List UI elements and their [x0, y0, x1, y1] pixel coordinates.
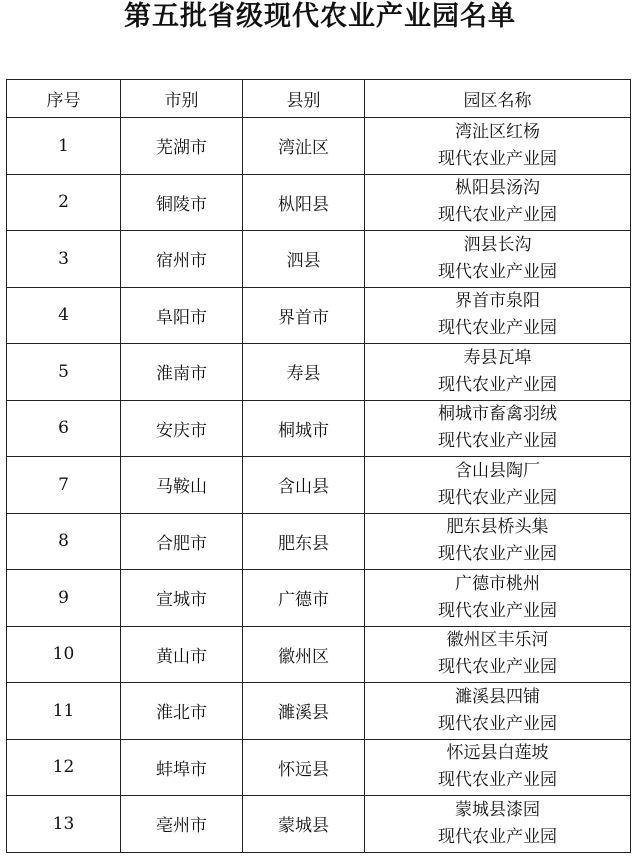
park-name-line-2: 现代农业产业园	[438, 261, 557, 282]
cell-serial-number: 11	[7, 683, 121, 740]
table-row	[7, 570, 631, 627]
park-name-line-2: 现代农业产业园	[438, 657, 557, 678]
cell-park-name	[365, 287, 631, 344]
park-name-line-1: 界首市泉阳	[455, 291, 540, 312]
cell-county: 广德市	[243, 570, 365, 627]
cell-county: 寿县	[243, 344, 365, 401]
cell-city: 黄山市	[121, 626, 243, 683]
park-name-line-1: 泗县长沟	[463, 234, 532, 255]
park-name-line-2: 现代农业产业园	[438, 318, 557, 339]
table-row	[7, 626, 631, 683]
park-name-line-2: 现代农业产业园	[438, 544, 557, 565]
cell-park-name	[365, 570, 631, 627]
table-row	[7, 513, 631, 570]
cell-serial-number: 5	[7, 344, 121, 401]
park-name-line-1: 怀远县白莲坡	[446, 743, 549, 764]
cell-city: 马鞍山	[121, 457, 243, 514]
cell-city: 亳州市	[121, 796, 243, 853]
cell-city: 蚌埠市	[121, 739, 243, 796]
cell-serial-number: 4	[7, 287, 121, 344]
header-city: 市别	[121, 80, 243, 118]
park-name-line-1: 枞阳县汤沟	[455, 178, 540, 199]
table-row	[7, 174, 631, 231]
header-park-name: 园区名称	[365, 80, 631, 118]
cell-park-name	[365, 683, 631, 740]
table-row	[7, 400, 631, 457]
cell-county: 蒙城县	[243, 796, 365, 853]
cell-serial-number: 1	[7, 118, 121, 175]
cell-serial-number: 7	[7, 457, 121, 514]
cell-park-name	[365, 796, 631, 853]
cell-county: 桐城市	[243, 400, 365, 457]
park-name-line-1: 广德市桃州	[455, 573, 540, 594]
table-row	[7, 739, 631, 796]
cell-city: 合肥市	[121, 513, 243, 570]
cell-county: 徽州区	[243, 626, 365, 683]
table-row	[7, 287, 631, 344]
cell-serial-number: 2	[7, 174, 121, 231]
park-name-line-1: 徽州区丰乐河	[446, 630, 549, 651]
park-name-line-2: 现代农业产业园	[438, 205, 557, 226]
park-name-line-1: 濉溪县四铺	[455, 686, 540, 707]
cell-park-name	[365, 400, 631, 457]
cell-county: 湾沚区	[243, 118, 365, 175]
cell-city: 芜湖市	[121, 118, 243, 175]
cell-serial-number: 8	[7, 513, 121, 570]
cell-serial-number: 12	[7, 739, 121, 796]
park-name-line-1: 湾沚区红杨	[455, 121, 540, 142]
park-name-line-1: 蒙城县漆园	[455, 799, 540, 820]
cell-serial-number: 3	[7, 231, 121, 288]
park-name-line-2: 现代农业产业园	[438, 487, 557, 508]
table-body	[7, 118, 631, 853]
cell-city: 阜阳市	[121, 287, 243, 344]
cell-serial-number: 13	[7, 796, 121, 853]
park-name-line-1: 桐城市畜禽羽绒	[438, 404, 557, 425]
cell-city: 铜陵市	[121, 174, 243, 231]
cell-serial-number: 9	[7, 570, 121, 627]
cell-county: 含山县	[243, 457, 365, 514]
cell-park-name	[365, 344, 631, 401]
table-row	[7, 118, 631, 175]
park-name-line-2: 现代农业产业园	[438, 148, 557, 169]
cell-serial-number: 6	[7, 400, 121, 457]
cell-park-name	[365, 513, 631, 570]
cell-park-name	[365, 739, 631, 796]
table-row	[7, 683, 631, 740]
cell-county: 怀远县	[243, 739, 365, 796]
park-name-line-2: 现代农业产业园	[438, 770, 557, 791]
park-name-line-1: 含山县陶厂	[455, 460, 540, 481]
cell-city: 宿州市	[121, 231, 243, 288]
park-name-line-2: 现代农业产业园	[438, 826, 557, 847]
table-row	[7, 457, 631, 514]
table-header	[7, 80, 631, 118]
park-name-line-2: 现代农业产业园	[438, 374, 557, 395]
cell-city: 安庆市	[121, 400, 243, 457]
table-row	[7, 796, 631, 853]
park-name-line-1: 寿县瓦埠	[463, 347, 532, 368]
document-title: 第五批省级现代农业产业园名单	[124, 1, 516, 32]
cell-county: 濉溪县	[243, 683, 365, 740]
cell-city: 宣城市	[121, 570, 243, 627]
park-name-line-2: 现代农业产业园	[438, 713, 557, 734]
cell-county: 界首市	[243, 287, 365, 344]
cell-county: 枞阳县	[243, 174, 365, 231]
cell-park-name	[365, 457, 631, 514]
cell-city: 淮北市	[121, 683, 243, 740]
cell-park-name	[365, 118, 631, 175]
cell-park-name	[365, 626, 631, 683]
cell-county: 肥东县	[243, 513, 365, 570]
park-list-table	[6, 79, 631, 853]
cell-serial-number: 10	[7, 626, 121, 683]
cell-park-name	[365, 174, 631, 231]
cell-county: 泗县	[243, 231, 365, 288]
park-name-line-2: 现代农业产业园	[438, 600, 557, 621]
table-row	[7, 344, 631, 401]
park-name-line-2: 现代农业产业园	[438, 431, 557, 452]
cell-city: 淮南市	[121, 344, 243, 401]
header-serial-number: 序号	[7, 80, 121, 118]
park-name-line-1: 肥东县桥头集	[446, 517, 549, 538]
table-row	[7, 231, 631, 288]
header-county: 县别	[243, 80, 365, 118]
cell-park-name	[365, 231, 631, 288]
header-row	[7, 80, 631, 118]
